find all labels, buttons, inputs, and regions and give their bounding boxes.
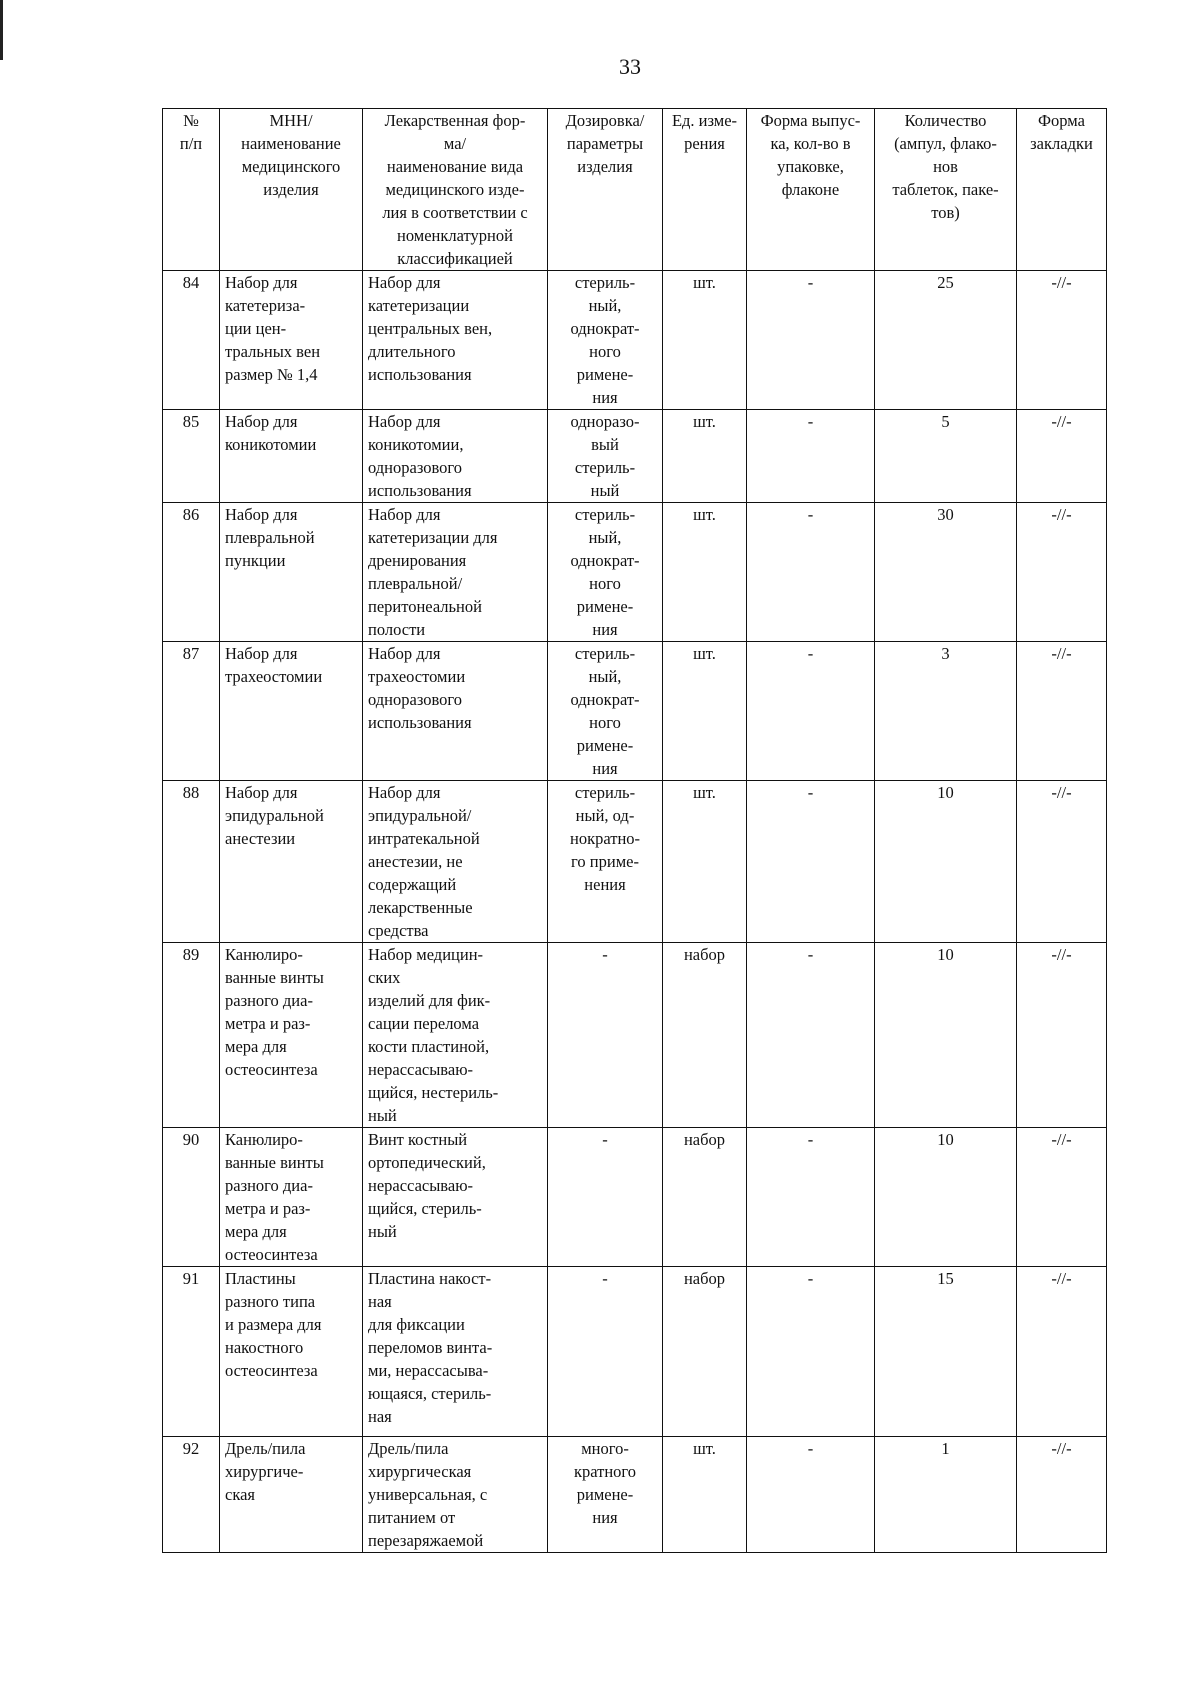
cell-tab: -//- <box>1017 1267 1107 1437</box>
cell-dose: одноразо- вый стериль- ный <box>548 410 663 503</box>
cell-pack: - <box>747 781 875 943</box>
cell-dose: - <box>548 943 663 1128</box>
cell-qty: 30 <box>875 503 1017 642</box>
cell-unit: шт. <box>663 1437 747 1553</box>
table-row <box>163 271 1107 410</box>
cell-form: Набор медицин- ских изделий для фик- сации перелома кости пластиной, нерассасываю- щийся, нестериль- ный <box>363 943 548 1128</box>
page-number: 33 <box>619 54 641 79</box>
cell-name: Канюлиро- ванные винты разного диа- метра и раз- мера для остеосинтеза <box>220 1128 363 1267</box>
table-row <box>163 1437 1107 1553</box>
cell-num: 90 <box>163 1128 220 1267</box>
cell-tab: -//- <box>1017 943 1107 1128</box>
cell-tab: -//- <box>1017 642 1107 781</box>
table-row <box>163 642 1107 781</box>
table-row <box>163 503 1107 642</box>
table-row <box>163 1267 1107 1437</box>
cell-form: Винт костный ортопедический, нерассасываю- щийся, стериль- ный <box>363 1128 548 1267</box>
cell-name: Канюлиро- ванные винты разного диа- метра и раз- мера для остеосинтеза <box>220 943 363 1128</box>
cell-unit: шт. <box>663 642 747 781</box>
cell-qty: 10 <box>875 781 1017 943</box>
cell-pack: - <box>747 1128 875 1267</box>
cell-tab: -//- <box>1017 271 1107 410</box>
table-header-row <box>163 109 1107 271</box>
cell-qty: 3 <box>875 642 1017 781</box>
cell-qty: 25 <box>875 271 1017 410</box>
cell-unit: набор <box>663 943 747 1128</box>
cell-qty: 1 <box>875 1437 1017 1553</box>
cell-qty: 10 <box>875 1128 1017 1267</box>
cell-tab: -//- <box>1017 503 1107 642</box>
cell-dose: стериль- ный, однократ- ного римене- ния <box>548 503 663 642</box>
header-name: МНН/ наименование медицинского изделия <box>220 109 363 271</box>
cell-qty: 5 <box>875 410 1017 503</box>
header-form: Лекарственная фор- ма/ наименование вида медицинского изде- лия в соответствии с номенклатурной классификацией <box>363 109 548 271</box>
cell-tab: -//- <box>1017 1128 1107 1267</box>
cell-num: 84 <box>163 271 220 410</box>
cell-num: 91 <box>163 1267 220 1437</box>
cell-dose: стериль- ный, однократ- ного римене- ния <box>548 271 663 410</box>
cell-dose: стериль- ный, однократ- ного римене- ния <box>548 642 663 781</box>
cell-unit: шт. <box>663 271 747 410</box>
cell-tab: -//- <box>1017 410 1107 503</box>
table-row <box>163 1128 1107 1267</box>
table-row <box>163 781 1107 943</box>
cell-dose: - <box>548 1267 663 1437</box>
cell-dose: много- кратного римене- ния <box>548 1437 663 1553</box>
header-unit: Ед. изме- рения <box>663 109 747 271</box>
table-row <box>163 410 1107 503</box>
cell-unit: шт. <box>663 410 747 503</box>
cell-form: Набор для трахеостомии одноразового использования <box>363 642 548 781</box>
header-num: № п/п <box>163 109 220 271</box>
cell-form: Набор для катетеризации для дренирования плевральной/ перитонеальной полости <box>363 503 548 642</box>
cell-pack: - <box>747 1267 875 1437</box>
cell-pack: - <box>747 271 875 410</box>
cell-num: 89 <box>163 943 220 1128</box>
cell-num: 85 <box>163 410 220 503</box>
cell-num: 87 <box>163 642 220 781</box>
cell-name: Пластины разного типа и размера для накостного остеосинтеза <box>220 1267 363 1437</box>
cell-name: Дрель/пила хирургиче- ская <box>220 1437 363 1553</box>
cell-form: Набор для эпидуральной/ интратекальной анестезии, не содержащий лекарственные средства <box>363 781 548 943</box>
cell-unit: шт. <box>663 503 747 642</box>
cell-form: Набор для катетеризации центральных вен, длительного использования <box>363 271 548 410</box>
table-row <box>163 943 1107 1128</box>
header-qty: Количество (ампул, флако- нов таблеток, паке- тов) <box>875 109 1017 271</box>
cell-pack: - <box>747 410 875 503</box>
cell-name: Набор для плевральной пункции <box>220 503 363 642</box>
cell-num: 86 <box>163 503 220 642</box>
header-dose: Дозировка/ параметры изделия <box>548 109 663 271</box>
cell-name: Набор для трахеостомии <box>220 642 363 781</box>
cell-form: Набор для коникотомии, одноразового использования <box>363 410 548 503</box>
cell-pack: - <box>747 642 875 781</box>
cell-pack: - <box>747 943 875 1128</box>
header-tab: Форма закладки <box>1017 109 1107 271</box>
cell-qty: 10 <box>875 943 1017 1128</box>
cell-unit: набор <box>663 1128 747 1267</box>
cell-pack: - <box>747 503 875 642</box>
medical-items-table <box>162 108 1107 1553</box>
cell-name: Набор для эпидуральной анестезии <box>220 781 363 943</box>
cell-unit: набор <box>663 1267 747 1437</box>
cell-form: Пластина накост- ная для фиксации переломов винта- ми, нерассасыва- ющаяся, стериль- ная <box>363 1267 548 1437</box>
cell-tab: -//- <box>1017 1437 1107 1553</box>
cell-unit: шт. <box>663 781 747 943</box>
cell-num: 88 <box>163 781 220 943</box>
cell-dose: - <box>548 1128 663 1267</box>
scan-edge-mark <box>0 0 3 60</box>
cell-name: Набор для коникотомии <box>220 410 363 503</box>
header-pack: Форма выпус- ка, кол-во в упаковке, флаконе <box>747 109 875 271</box>
cell-name: Набор для катетериза- ции цен- тральных вен размер № 1,4 <box>220 271 363 410</box>
cell-pack: - <box>747 1437 875 1553</box>
cell-num: 92 <box>163 1437 220 1553</box>
cell-dose: стериль- ный, од- нократно- го приме- нения <box>548 781 663 943</box>
cell-form: Дрель/пила хирургическая универсальная, с питанием от перезаряжаемой <box>363 1437 548 1553</box>
cell-tab: -//- <box>1017 781 1107 943</box>
cell-qty: 15 <box>875 1267 1017 1437</box>
